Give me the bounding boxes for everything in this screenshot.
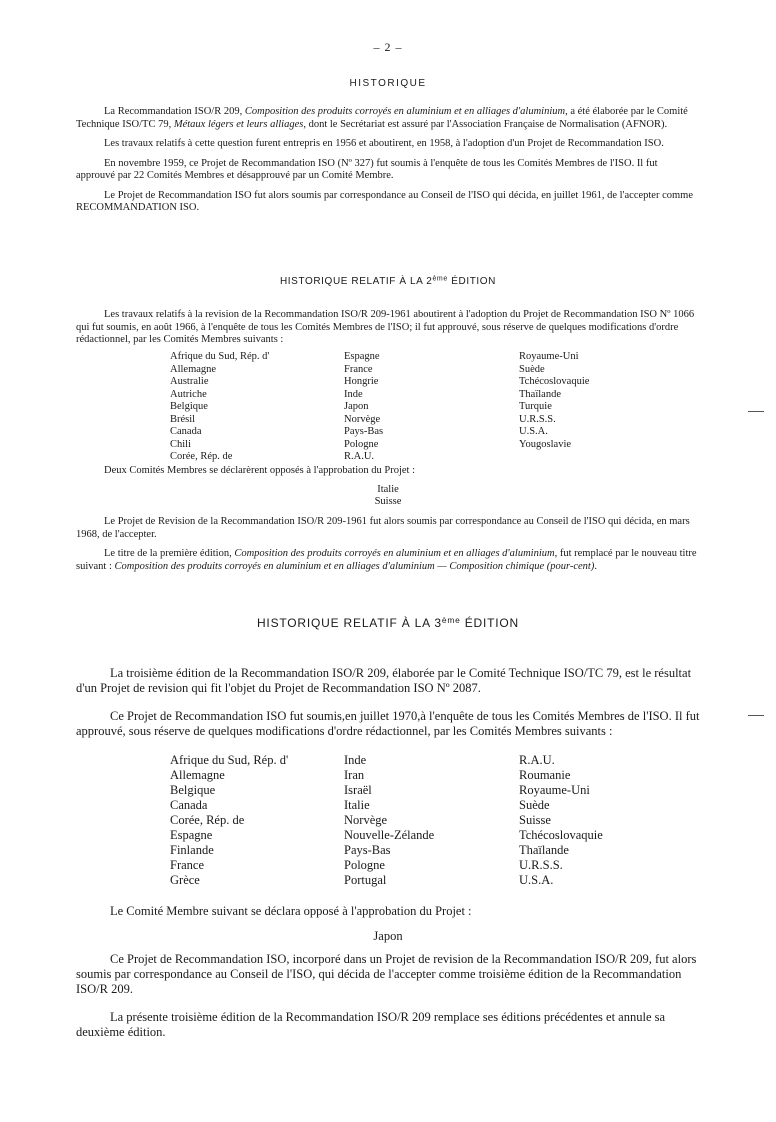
list-item: Thaïlande — [519, 388, 561, 400]
list-item: Pologne — [344, 858, 385, 872]
list-item: Corée, Rép. de — [170, 813, 245, 827]
list-item: Espagne — [170, 828, 213, 842]
list-item: Canada — [170, 426, 202, 437]
list-item: Suède — [519, 363, 545, 375]
margin-mark — [748, 411, 764, 412]
section-3-approvers-col-3 — [519, 753, 603, 888]
section-2-paragraph-2: Le Projet de Revision de la Recommandation ISO/R 209-1961 fut alors soumis par correspondance au Conseil de l'ISO qui décida, en mars 1968, de l'accepter. — [76, 516, 690, 540]
list-item: Royaume-Uni — [519, 783, 590, 797]
list-item: U.S.A. — [519, 873, 554, 887]
list-item: Tchécoslovaquie — [519, 376, 590, 387]
list-item: Autriche — [170, 388, 207, 400]
list-item: Yougoslavie — [519, 438, 572, 450]
list-item: Portugal — [344, 873, 387, 887]
list-item: Japon — [344, 401, 369, 412]
section-2-paragraph-3: Le titre de la première édition, Composition des produits corroyés en aluminium et en alliages d'aluminium, fut remplacé par le nouveau titre suivant : Composition des produits corroyés en aluminium et en alliages d'aluminium — Composition chimique (pour-cent). — [76, 548, 697, 572]
section-2-opposed-2: Suisse — [374, 496, 402, 507]
section-2-body — [76, 516, 698, 573]
list-item: U.R.S.S. — [519, 413, 556, 425]
list-item: Suisse — [519, 813, 551, 827]
section-2-paragraph-1: Les travaux relatifs à la revision de la Recommandation ISO/R 209-1961 aboutirent à l'adoption du Projet de Recommandation ISO Nº 1066 qui fut soumis, en août 1966, à l'enquête de tous les Comités Membres de l'ISO; il fut approuvé, sous réserve de quelques modifications d'ordre rédactionnel, par les Comités Membres suivants : — [76, 309, 695, 345]
list-item: Belgique — [170, 783, 216, 797]
list-item: Roumanie — [519, 768, 571, 782]
list-item: Brésil — [170, 413, 196, 425]
list-item: U.R.S.S. — [519, 858, 563, 872]
list-item: Finlande — [170, 843, 214, 857]
section-2-approvers-col-1 — [170, 351, 269, 464]
list-item: Canada — [170, 798, 208, 812]
list-item: Norvège — [344, 813, 388, 827]
list-item: Grèce — [170, 873, 200, 887]
section-2-opposed-1: Italie — [377, 484, 399, 495]
list-item: Italie — [344, 798, 370, 812]
list-item: Belgique — [170, 401, 208, 412]
section-3-title: HISTORIQUE RELATIF À LA 3ème ÉDITION — [256, 614, 520, 630]
section-3-opposed-intro-wrap — [76, 904, 706, 919]
section-1-body — [76, 106, 698, 215]
list-item: Pays-Bas — [344, 843, 391, 857]
section-3-paragraph-3: Ce Projet de Recommandation ISO, incorporé dans un Projet de revision de la Recommandation ISO/R 209, fut alors soumis par correspondance au Conseil de l'ISO, qui décida de l'accepter comme troisième édition de la Recommandation ISO/R 209. — [76, 952, 697, 996]
section-3-paragraph-2: Ce Projet de Recommandation ISO fut soumis,en juillet 1970,à l'enquête de tous les Comités Membres de l'ISO. Il fut approuvé, sous réserve de quelques modifications d'ordre rédactionnel, par les Comités Membres suivants : — [76, 709, 700, 738]
list-item: R.A.U. — [519, 753, 555, 767]
list-item: Hongrie — [344, 376, 379, 387]
list-item: Iran — [344, 768, 365, 782]
list-item: Pologne — [344, 438, 379, 450]
list-item: Corée, Rép. de — [170, 451, 233, 462]
list-item: Chili — [170, 438, 192, 450]
list-item: Inde — [344, 753, 367, 767]
section-2-approvers-col-2 — [344, 351, 383, 464]
list-item: R.A.U. — [344, 451, 375, 462]
list-item: Espagne — [344, 351, 380, 362]
list-item: Turquie — [519, 401, 552, 412]
list-item: Israël — [344, 783, 372, 797]
margin-mark — [748, 715, 764, 716]
list-item: France — [344, 363, 373, 375]
list-item: Afrique du Sud, Rép. d' — [170, 753, 289, 767]
list-item: France — [170, 858, 205, 872]
section-3-approvers-col-2 — [344, 753, 434, 888]
list-item: Tchécoslovaquie — [519, 828, 603, 842]
section-3-paragraph-1: La troisième édition de la Recommandation ISO/R 209, élaborée par le Comité Technique ISO/TC 79, est le résultat d'un Projet de revision qui fit l'objet du Projet de Recommandation ISO Nº 2087. — [76, 666, 692, 695]
page-number: – 2 – — [373, 40, 403, 54]
section-1-title: HISTORIQUE — [349, 78, 427, 89]
list-item: Afrique du Sud, Rép. d' — [170, 351, 270, 362]
section-2-intro — [76, 309, 698, 347]
section-2-opposed-intro: Deux Comités Membres se déclarèrent opposés à l'approbation du Projet : — [104, 465, 415, 476]
list-item: Australie — [170, 376, 209, 387]
section-1-paragraph-3: En novembre 1959, ce Projet de Recommandation ISO (Nº 327) fut soumis à l'enquête de tous les Comités Membres de l'ISO. Il fut approuvé par 22 Comités Membres et désapprouvé par un Comité Membre. — [76, 157, 658, 181]
section-2-approvers-col-3 — [519, 351, 589, 451]
section-3-approvers-col-1 — [170, 753, 288, 888]
section-3-opposed-intro: Le Comité Membre suivant se déclara opposé à l'approbation du Projet : — [110, 904, 472, 918]
section-3-paragraph-4: La présente troisième édition de la Recommandation ISO/R 209 remplace ses éditions précédentes et annule sa deuxième édition. — [76, 1010, 666, 1039]
list-item: Norvège — [344, 413, 381, 425]
section-3-opposed: Japon — [373, 929, 403, 943]
section-3-body-1 — [76, 666, 706, 739]
list-item: Inde — [344, 388, 363, 400]
list-item: Allemagne — [170, 768, 225, 782]
list-item: Nouvelle-Zélande — [344, 828, 435, 842]
list-item: Allemagne — [170, 363, 217, 375]
list-item: Suède — [519, 798, 550, 812]
section-1-paragraph-4: Le Projet de Recommandation ISO fut alors soumis par correspondance au Conseil de l'ISO qui décida, en juillet 1961, de l'accepter comme RECOMMANDATION ISO. — [76, 189, 693, 213]
list-item: Royaume-Uni — [519, 351, 579, 362]
section-1-paragraph-1: La Recommandation ISO/R 209, Composition des produits corroyés en aluminium et en alliages d'aluminium, a été élaborée par le Comité Technique ISO/TC 79, Métaux légers et leurs alliages, dont le Secrétariat est assuré par l'Association Française de Normalisation (AFNOR). — [76, 106, 688, 130]
list-item: U.S.A. — [519, 426, 548, 437]
section-2-title: HISTORIQUE RELATIF À LA 2ème ÉDITION — [279, 275, 496, 287]
list-item: Thaïlande — [519, 843, 569, 857]
section-1-paragraph-2: Les travaux relatifs à cette question furent entrepris en 1956 et aboutirent, en 1958, à l'adoption d'un Projet de Recommandation ISO. — [104, 138, 664, 149]
list-item: Pays-Bas — [344, 426, 384, 437]
section-3-body-2 — [76, 952, 706, 1040]
